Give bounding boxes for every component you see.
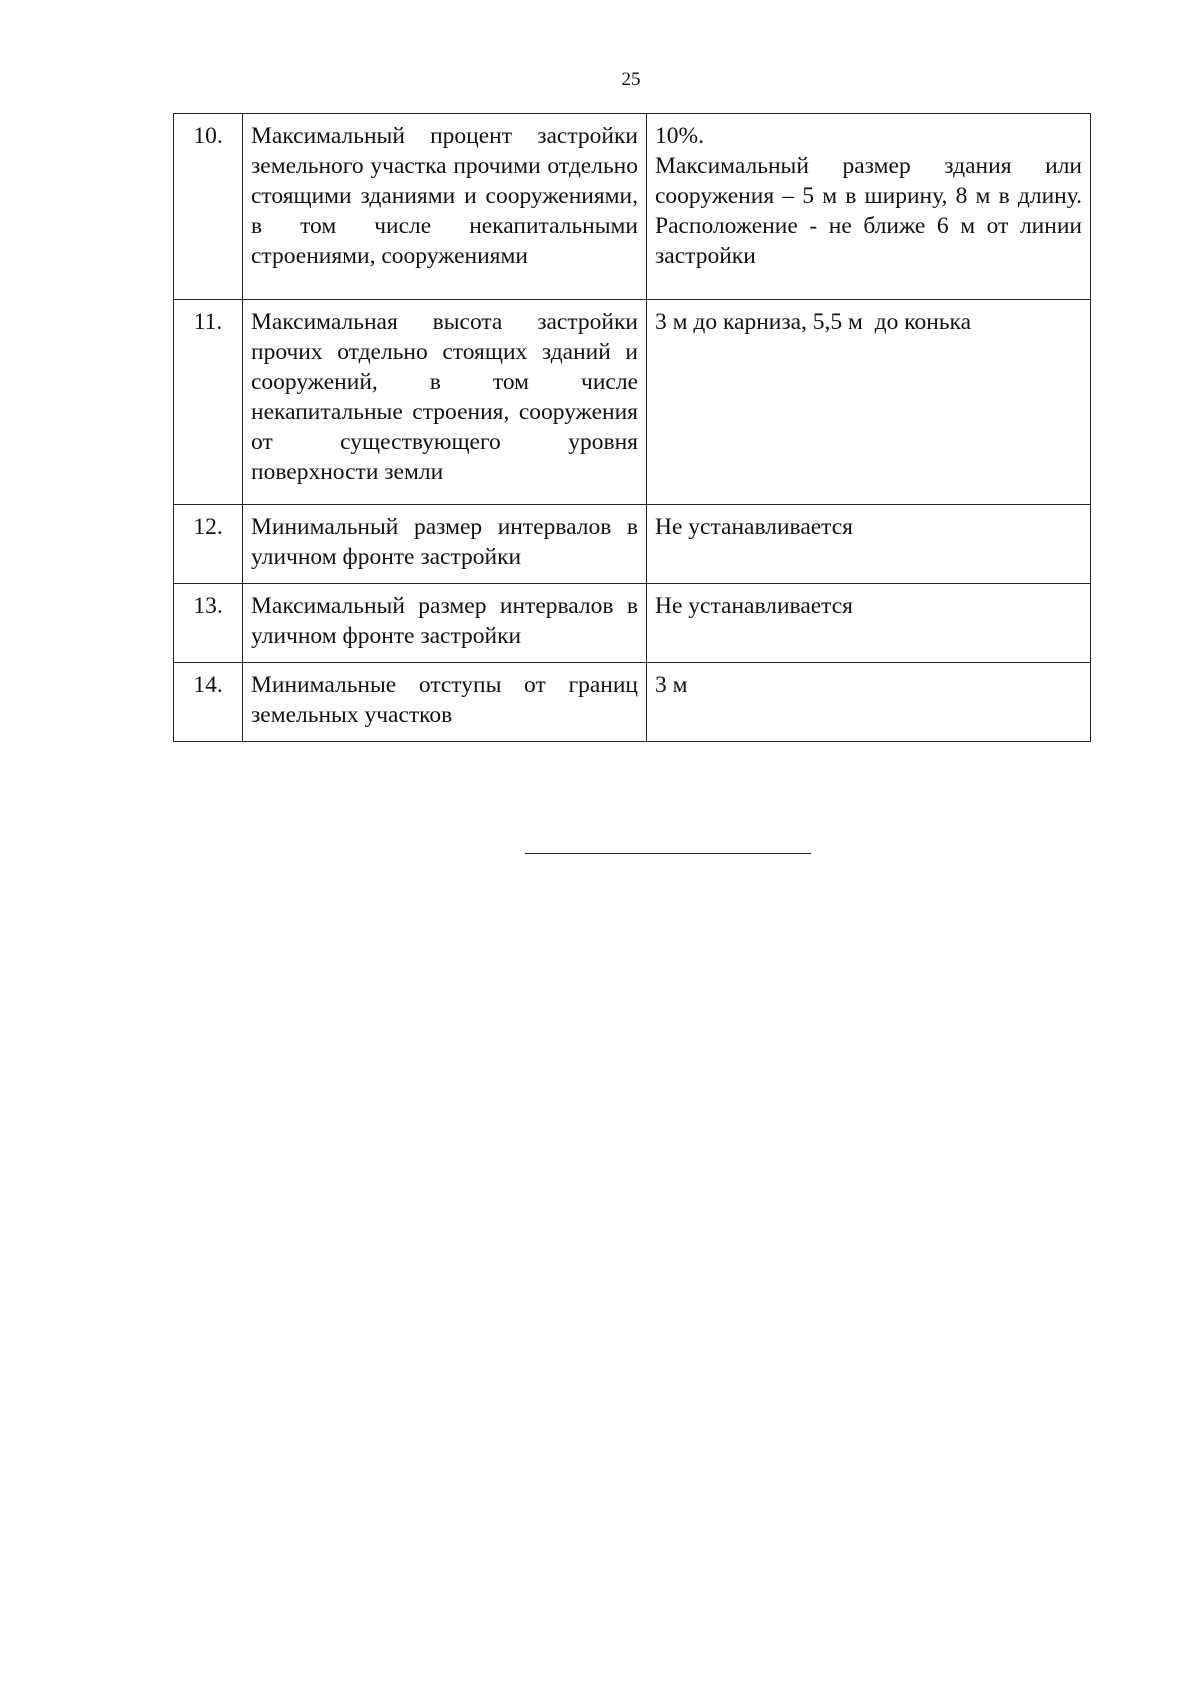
row-number: 11.	[174, 300, 243, 505]
parameter-value	[647, 505, 1091, 584]
parameter-name: Максимальная высота застройки прочих отдельно стоящих зданий и сооружений, в том числе некапитальные строения, сооружения от существующего уровня поверхности земли	[243, 300, 647, 505]
parameter-value-line: Не устанавливается	[655, 514, 853, 540]
parameter-value	[647, 114, 1091, 300]
table-row	[174, 584, 1091, 663]
parameter-value-line: Максимальный размер здания или сооружения – 5 м в ширину, 8 м в длину. Расположение - не ближе 6 м от линии застройки	[655, 153, 1082, 269]
parameter-name: Минимальные отступы от границ земельных участков	[243, 663, 647, 742]
parameter-value	[647, 663, 1091, 742]
table-row	[174, 505, 1091, 584]
end-of-document-rule	[525, 853, 811, 854]
parameter-value	[647, 584, 1091, 663]
parameter-value-line: Не устанавливается	[655, 593, 853, 619]
parameters-table	[173, 113, 1091, 742]
table-row	[174, 663, 1091, 742]
row-number: 13.	[174, 584, 243, 663]
parameter-value-line: 10%.	[655, 123, 704, 149]
parameter-name: Максимальный размер интервалов в уличном фронте застройки	[243, 584, 647, 663]
parameter-value-line: 3 м до карниза, 5,5 м до конька	[655, 309, 972, 335]
page-number: 25	[621, 69, 641, 90]
row-number: 12.	[174, 505, 243, 584]
parameter-name: Минимальный размер интервалов в уличном фронте застройки	[243, 505, 647, 584]
parameter-value-line: 3 м	[655, 672, 688, 698]
table-row	[174, 300, 1091, 505]
parameter-value	[647, 300, 1091, 505]
parameter-name: Максимальный процент застройки земельного участка прочими отдельно стоящими зданиями и сооружениями, в том числе некапитальными строениями, сооружениями	[243, 114, 647, 300]
row-number: 14.	[174, 663, 243, 742]
row-number: 10.	[174, 114, 243, 300]
table-row	[174, 114, 1091, 300]
